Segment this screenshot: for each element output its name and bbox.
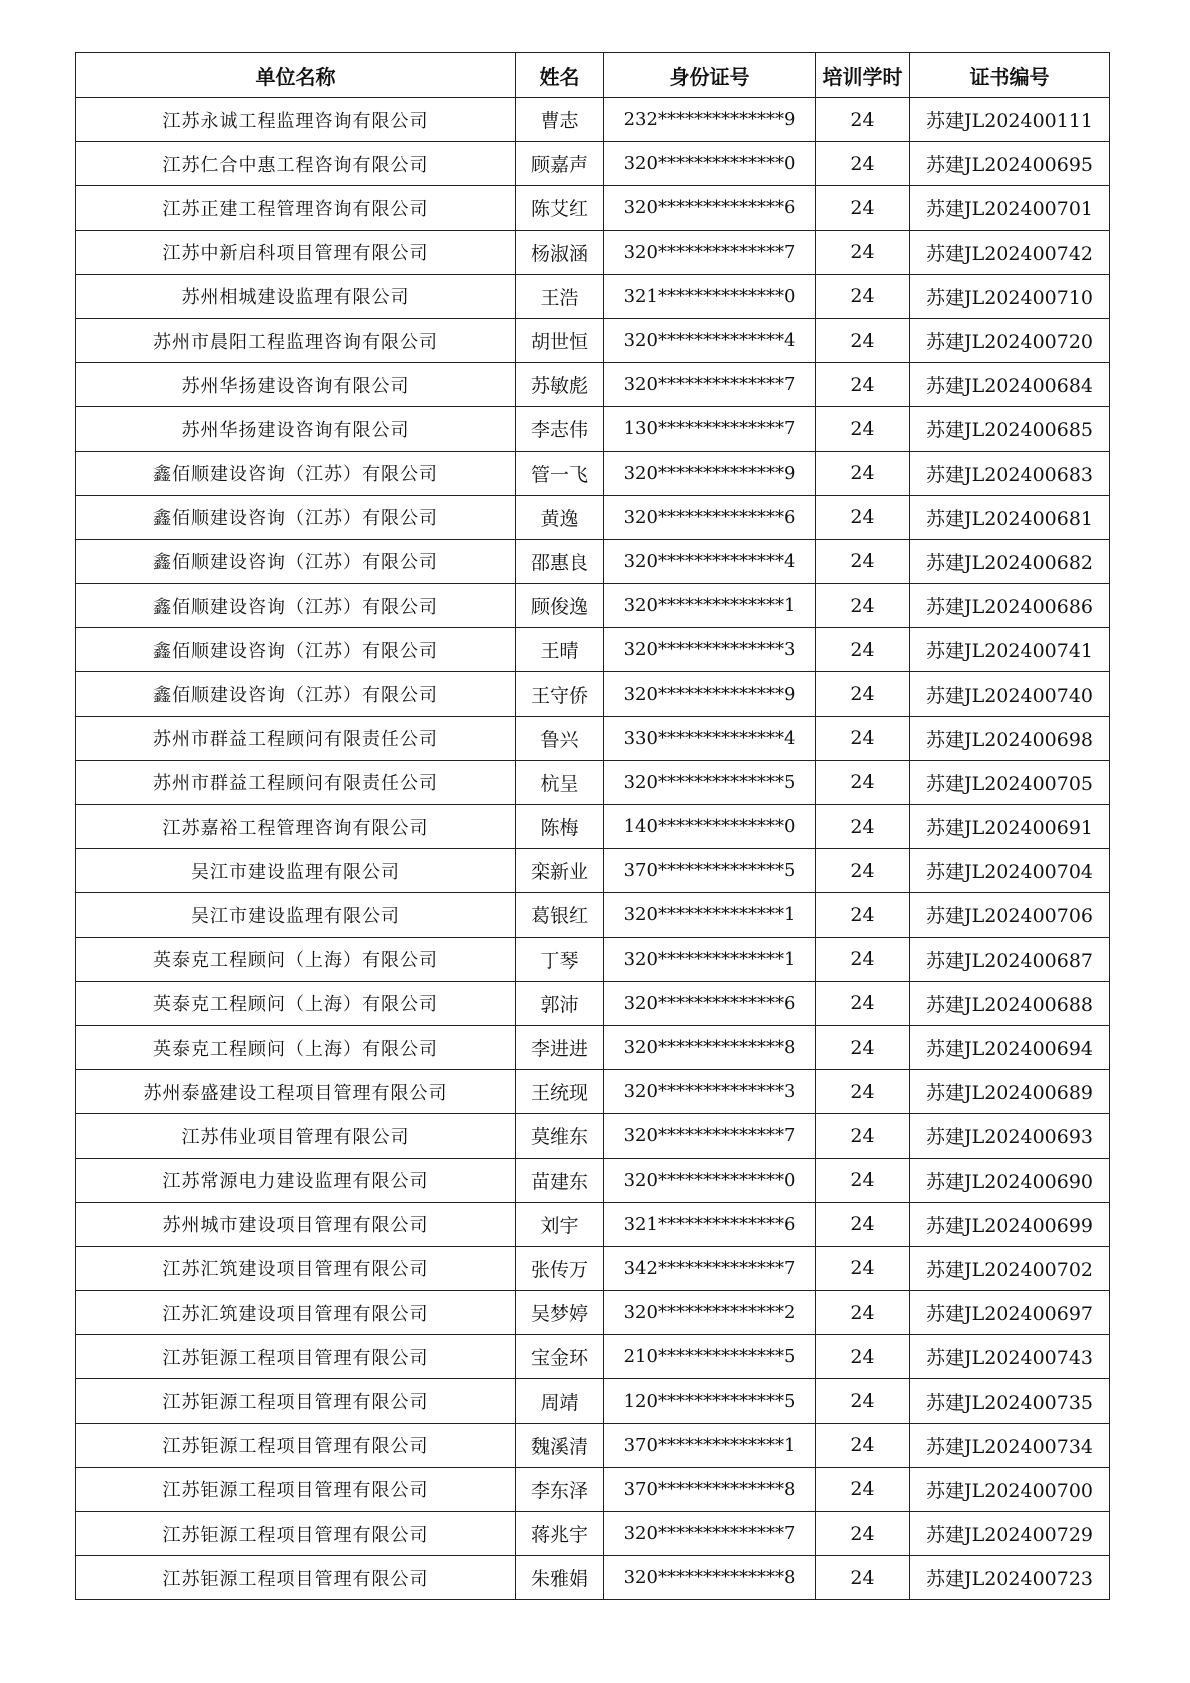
training-hours-cell: 24 bbox=[816, 937, 910, 981]
company-cell: 江苏钜源工程项目管理有限公司 bbox=[76, 1556, 516, 1600]
certificate-number-cell: 苏建JL202400710 bbox=[910, 274, 1110, 318]
name-cell: 葛银红 bbox=[516, 893, 604, 937]
company-cell: 江苏正建工程管理咨询有限公司 bbox=[76, 186, 516, 230]
table-row bbox=[76, 1556, 1110, 1600]
id-number-cell: 140**************0 bbox=[604, 805, 816, 849]
id-number-cell: 320**************9 bbox=[604, 672, 816, 716]
certificate-number-cell: 苏建JL202400687 bbox=[910, 937, 1110, 981]
company-cell: 苏州城市建设项目管理有限公司 bbox=[76, 1202, 516, 1246]
company-cell: 苏州市群益工程顾问有限责任公司 bbox=[76, 716, 516, 760]
certificate-number-cell: 苏建JL202400686 bbox=[910, 584, 1110, 628]
name-cell: 王守侨 bbox=[516, 672, 604, 716]
table-row bbox=[76, 716, 1110, 760]
company-cell: 鑫佰顺建设咨询（江苏）有限公司 bbox=[76, 539, 516, 583]
id-number-cell: 320**************7 bbox=[604, 1114, 816, 1158]
certificate-number-cell: 苏建JL202400704 bbox=[910, 849, 1110, 893]
training-hours-cell: 24 bbox=[816, 1556, 910, 1600]
id-number-cell: 320**************3 bbox=[604, 1070, 816, 1114]
name-cell: 管一飞 bbox=[516, 451, 604, 495]
certificate-number-cell: 苏建JL202400699 bbox=[910, 1202, 1110, 1246]
table-row bbox=[76, 274, 1110, 318]
table-row bbox=[76, 1467, 1110, 1511]
table-row bbox=[76, 1423, 1110, 1467]
name-cell: 张传万 bbox=[516, 1246, 604, 1290]
id-number-cell: 321**************6 bbox=[604, 1202, 816, 1246]
certificate-number-cell: 苏建JL202400684 bbox=[910, 363, 1110, 407]
training-hours-cell: 24 bbox=[816, 407, 910, 451]
training-hours-cell: 24 bbox=[816, 274, 910, 318]
certificate-number-cell: 苏建JL202400682 bbox=[910, 539, 1110, 583]
table-row bbox=[76, 1335, 1110, 1379]
name-cell: 李志伟 bbox=[516, 407, 604, 451]
company-cell: 江苏汇筑建设项目管理有限公司 bbox=[76, 1246, 516, 1290]
id-number-cell: 320**************3 bbox=[604, 628, 816, 672]
training-hours-cell: 24 bbox=[816, 1467, 910, 1511]
company-cell: 苏州泰盛建设工程项目管理有限公司 bbox=[76, 1070, 516, 1114]
certificate-number-cell: 苏建JL202400735 bbox=[910, 1379, 1110, 1423]
company-cell: 鑫佰顺建设咨询（江苏）有限公司 bbox=[76, 584, 516, 628]
name-cell: 李进进 bbox=[516, 1025, 604, 1069]
table-row bbox=[76, 584, 1110, 628]
name-cell: 朱雅娟 bbox=[516, 1556, 604, 1600]
company-cell: 江苏伟业项目管理有限公司 bbox=[76, 1114, 516, 1158]
table-row bbox=[76, 981, 1110, 1025]
name-cell: 苗建东 bbox=[516, 1158, 604, 1202]
table-row bbox=[76, 849, 1110, 893]
training-hours-cell: 24 bbox=[816, 628, 910, 672]
company-cell: 鑫佰顺建设咨询（江苏）有限公司 bbox=[76, 628, 516, 672]
certificate-number-cell: 苏建JL202400697 bbox=[910, 1291, 1110, 1335]
name-cell: 王晴 bbox=[516, 628, 604, 672]
table-row bbox=[76, 407, 1110, 451]
id-number-cell: 130**************7 bbox=[604, 407, 816, 451]
table-row bbox=[76, 1512, 1110, 1556]
name-cell: 王浩 bbox=[516, 274, 604, 318]
name-cell: 王统现 bbox=[516, 1070, 604, 1114]
certificate-number-cell: 苏建JL202400701 bbox=[910, 186, 1110, 230]
name-cell: 曹志 bbox=[516, 98, 604, 142]
id-number-cell: 320**************1 bbox=[604, 893, 816, 937]
name-cell: 鲁兴 bbox=[516, 716, 604, 760]
id-number-cell: 320**************7 bbox=[604, 1512, 816, 1556]
certificate-number-cell: 苏建JL202400742 bbox=[910, 230, 1110, 274]
company-cell: 苏州华扬建设咨询有限公司 bbox=[76, 363, 516, 407]
certificate-number-cell: 苏建JL202400741 bbox=[910, 628, 1110, 672]
header-company: 单位名称 bbox=[76, 53, 516, 98]
company-cell: 苏州华扬建设咨询有限公司 bbox=[76, 407, 516, 451]
certificate-number-cell: 苏建JL202400706 bbox=[910, 893, 1110, 937]
certificate-number-cell: 苏建JL202400705 bbox=[910, 760, 1110, 804]
company-cell: 吴江市建设监理有限公司 bbox=[76, 849, 516, 893]
name-cell: 吴梦婷 bbox=[516, 1291, 604, 1335]
company-cell: 江苏永诚工程监理咨询有限公司 bbox=[76, 98, 516, 142]
name-cell: 宝金环 bbox=[516, 1335, 604, 1379]
certificate-number-cell: 苏建JL202400690 bbox=[910, 1158, 1110, 1202]
training-hours-cell: 24 bbox=[816, 539, 910, 583]
training-hours-cell: 24 bbox=[816, 1070, 910, 1114]
name-cell: 陈艾红 bbox=[516, 186, 604, 230]
certificate-number-cell: 苏建JL202400740 bbox=[910, 672, 1110, 716]
table-row bbox=[76, 1379, 1110, 1423]
id-number-cell: 320**************8 bbox=[604, 1556, 816, 1600]
training-hours-cell: 24 bbox=[816, 363, 910, 407]
table-row bbox=[76, 98, 1110, 142]
company-cell: 江苏钜源工程项目管理有限公司 bbox=[76, 1512, 516, 1556]
training-hours-cell: 24 bbox=[816, 1291, 910, 1335]
table-row bbox=[76, 363, 1110, 407]
certificate-number-cell: 苏建JL202400688 bbox=[910, 981, 1110, 1025]
name-cell: 李东泽 bbox=[516, 1467, 604, 1511]
header-hours: 培训学时 bbox=[816, 53, 910, 98]
certificate-number-cell: 苏建JL202400723 bbox=[910, 1556, 1110, 1600]
certificate-number-cell: 苏建JL202400685 bbox=[910, 407, 1110, 451]
table-row bbox=[76, 1158, 1110, 1202]
training-hours-cell: 24 bbox=[816, 1246, 910, 1290]
id-number-cell: 210**************5 bbox=[604, 1335, 816, 1379]
name-cell: 莫维东 bbox=[516, 1114, 604, 1158]
certificate-number-cell: 苏建JL202400695 bbox=[910, 142, 1110, 186]
training-hours-cell: 24 bbox=[816, 1379, 910, 1423]
company-cell: 英泰克工程顾问（上海）有限公司 bbox=[76, 1025, 516, 1069]
training-hours-cell: 24 bbox=[816, 849, 910, 893]
table-row bbox=[76, 186, 1110, 230]
certificate-number-cell: 苏建JL202400689 bbox=[910, 1070, 1110, 1114]
training-hours-cell: 24 bbox=[816, 98, 910, 142]
table-row bbox=[76, 142, 1110, 186]
certificate-number-cell: 苏建JL202400729 bbox=[910, 1512, 1110, 1556]
training-hours-cell: 24 bbox=[816, 186, 910, 230]
company-cell: 苏州市晨阳工程监理咨询有限公司 bbox=[76, 318, 516, 362]
id-number-cell: 320**************6 bbox=[604, 495, 816, 539]
certificate-number-cell: 苏建JL202400743 bbox=[910, 1335, 1110, 1379]
id-number-cell: 320**************1 bbox=[604, 937, 816, 981]
table-row bbox=[76, 230, 1110, 274]
training-hours-cell: 24 bbox=[816, 672, 910, 716]
training-hours-cell: 24 bbox=[816, 1335, 910, 1379]
id-number-cell: 320**************8 bbox=[604, 1025, 816, 1069]
table-row bbox=[76, 1025, 1110, 1069]
name-cell: 杭呈 bbox=[516, 760, 604, 804]
company-cell: 江苏仁合中惠工程咨询有限公司 bbox=[76, 142, 516, 186]
company-cell: 英泰克工程顾问（上海）有限公司 bbox=[76, 937, 516, 981]
company-cell: 江苏嘉裕工程管理咨询有限公司 bbox=[76, 805, 516, 849]
company-cell: 吴江市建设监理有限公司 bbox=[76, 893, 516, 937]
certificate-number-cell: 苏建JL202400683 bbox=[910, 451, 1110, 495]
company-cell: 江苏钜源工程项目管理有限公司 bbox=[76, 1335, 516, 1379]
certificate-number-cell: 苏建JL202400702 bbox=[910, 1246, 1110, 1290]
table-row bbox=[76, 495, 1110, 539]
training-hours-cell: 24 bbox=[816, 495, 910, 539]
name-cell: 顾俊逸 bbox=[516, 584, 604, 628]
table-row bbox=[76, 1246, 1110, 1290]
training-hours-cell: 24 bbox=[816, 981, 910, 1025]
name-cell: 栾新业 bbox=[516, 849, 604, 893]
training-roster-table bbox=[75, 52, 1110, 1600]
name-cell: 蒋兆宇 bbox=[516, 1512, 604, 1556]
company-cell: 鑫佰顺建设咨询（江苏）有限公司 bbox=[76, 451, 516, 495]
certificate-number-cell: 苏建JL202400694 bbox=[910, 1025, 1110, 1069]
name-cell: 陈梅 bbox=[516, 805, 604, 849]
id-number-cell: 320**************4 bbox=[604, 318, 816, 362]
id-number-cell: 320**************4 bbox=[604, 539, 816, 583]
certificate-number-cell: 苏建JL202400734 bbox=[910, 1423, 1110, 1467]
company-cell: 苏州市群益工程顾问有限责任公司 bbox=[76, 760, 516, 804]
training-hours-cell: 24 bbox=[816, 716, 910, 760]
name-cell: 黄逸 bbox=[516, 495, 604, 539]
table-body bbox=[76, 98, 1110, 1600]
company-cell: 江苏钜源工程项目管理有限公司 bbox=[76, 1467, 516, 1511]
table-row bbox=[76, 672, 1110, 716]
name-cell: 苏敏彪 bbox=[516, 363, 604, 407]
table-row bbox=[76, 1202, 1110, 1246]
id-number-cell: 320**************1 bbox=[604, 584, 816, 628]
company-cell: 苏州相城建设监理有限公司 bbox=[76, 274, 516, 318]
training-hours-cell: 24 bbox=[816, 893, 910, 937]
training-hours-cell: 24 bbox=[816, 1512, 910, 1556]
header-cert: 证书编号 bbox=[910, 53, 1110, 98]
table-row bbox=[76, 539, 1110, 583]
training-hours-cell: 24 bbox=[816, 805, 910, 849]
training-hours-cell: 24 bbox=[816, 584, 910, 628]
id-number-cell: 320**************6 bbox=[604, 981, 816, 1025]
training-hours-cell: 24 bbox=[816, 451, 910, 495]
certificate-number-cell: 苏建JL202400700 bbox=[910, 1467, 1110, 1511]
company-cell: 鑫佰顺建设咨询（江苏）有限公司 bbox=[76, 495, 516, 539]
id-number-cell: 320**************9 bbox=[604, 451, 816, 495]
id-number-cell: 370**************5 bbox=[604, 849, 816, 893]
id-number-cell: 330**************4 bbox=[604, 716, 816, 760]
name-cell: 杨淑涵 bbox=[516, 230, 604, 274]
name-cell: 周靖 bbox=[516, 1379, 604, 1423]
header-id: 身份证号 bbox=[604, 53, 816, 98]
id-number-cell: 320**************2 bbox=[604, 1291, 816, 1335]
training-hours-cell: 24 bbox=[816, 318, 910, 362]
id-number-cell: 120**************5 bbox=[604, 1379, 816, 1423]
training-roster-sheet bbox=[75, 52, 1110, 1600]
certificate-number-cell: 苏建JL202400698 bbox=[910, 716, 1110, 760]
id-number-cell: 232**************9 bbox=[604, 98, 816, 142]
table-row bbox=[76, 318, 1110, 362]
table-row bbox=[76, 937, 1110, 981]
id-number-cell: 321**************0 bbox=[604, 274, 816, 318]
name-cell: 魏溪清 bbox=[516, 1423, 604, 1467]
company-cell: 江苏常源电力建设监理有限公司 bbox=[76, 1158, 516, 1202]
id-number-cell: 320**************7 bbox=[604, 230, 816, 274]
company-cell: 英泰克工程顾问（上海）有限公司 bbox=[76, 981, 516, 1025]
certificate-number-cell: 苏建JL202400681 bbox=[910, 495, 1110, 539]
table-row bbox=[76, 893, 1110, 937]
training-hours-cell: 24 bbox=[816, 1025, 910, 1069]
certificate-number-cell: 苏建JL202400111 bbox=[910, 98, 1110, 142]
certificate-number-cell: 苏建JL202400720 bbox=[910, 318, 1110, 362]
training-hours-cell: 24 bbox=[816, 1423, 910, 1467]
company-cell: 江苏钜源工程项目管理有限公司 bbox=[76, 1423, 516, 1467]
id-number-cell: 320**************7 bbox=[604, 363, 816, 407]
table-row bbox=[76, 805, 1110, 849]
table-row bbox=[76, 451, 1110, 495]
header-row bbox=[76, 53, 1110, 98]
name-cell: 丁琴 bbox=[516, 937, 604, 981]
table-row bbox=[76, 760, 1110, 804]
training-hours-cell: 24 bbox=[816, 230, 910, 274]
id-number-cell: 320**************6 bbox=[604, 186, 816, 230]
table-row bbox=[76, 1114, 1110, 1158]
name-cell: 胡世恒 bbox=[516, 318, 604, 362]
id-number-cell: 320**************5 bbox=[604, 760, 816, 804]
company-cell: 江苏中新启科项目管理有限公司 bbox=[76, 230, 516, 274]
training-hours-cell: 24 bbox=[816, 142, 910, 186]
certificate-number-cell: 苏建JL202400693 bbox=[910, 1114, 1110, 1158]
id-number-cell: 320**************0 bbox=[604, 142, 816, 186]
name-cell: 郭沛 bbox=[516, 981, 604, 1025]
company-cell: 江苏汇筑建设项目管理有限公司 bbox=[76, 1291, 516, 1335]
training-hours-cell: 24 bbox=[816, 1202, 910, 1246]
company-cell: 江苏钜源工程项目管理有限公司 bbox=[76, 1379, 516, 1423]
name-cell: 顾嘉声 bbox=[516, 142, 604, 186]
training-hours-cell: 24 bbox=[816, 1114, 910, 1158]
name-cell: 邵惠良 bbox=[516, 539, 604, 583]
id-number-cell: 370**************1 bbox=[604, 1423, 816, 1467]
id-number-cell: 342**************7 bbox=[604, 1246, 816, 1290]
name-cell: 刘宇 bbox=[516, 1202, 604, 1246]
table-row bbox=[76, 1291, 1110, 1335]
table-row bbox=[76, 1070, 1110, 1114]
id-number-cell: 320**************0 bbox=[604, 1158, 816, 1202]
table-row bbox=[76, 628, 1110, 672]
training-hours-cell: 24 bbox=[816, 760, 910, 804]
header-name: 姓名 bbox=[516, 53, 604, 98]
training-hours-cell: 24 bbox=[816, 1158, 910, 1202]
id-number-cell: 370**************8 bbox=[604, 1467, 816, 1511]
company-cell: 鑫佰顺建设咨询（江苏）有限公司 bbox=[76, 672, 516, 716]
certificate-number-cell: 苏建JL202400691 bbox=[910, 805, 1110, 849]
